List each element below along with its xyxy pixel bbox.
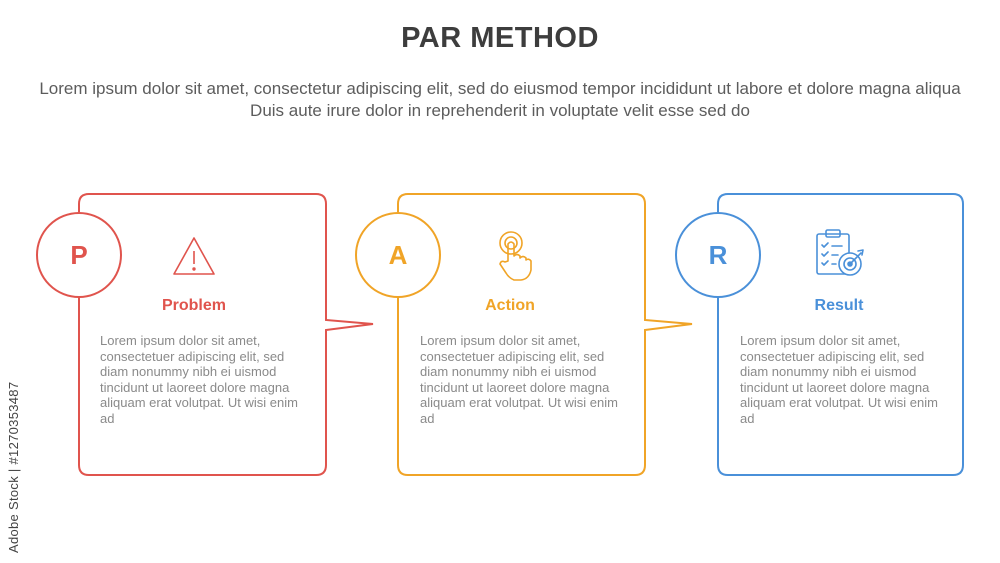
step-body-action: Lorem ipsum dolor sit amet, consectetuer adipiscing elit, sed diam nonummy nibh ei uismod tincidunt ut laoreet dolore magna aliquam erat volutpat. Ut wisi enim ad — [420, 333, 618, 426]
clipboard-target-icon — [817, 230, 863, 275]
page-title: PAR METHOD — [401, 22, 599, 54]
step-body-problem: Lorem ipsum dolor sit amet, consectetuer adipiscing elit, sed diam nonummy nibh ei uismod tincidunt ut laoreet dolore magna aliquam erat volutpat. Ut wisi enim ad — [100, 333, 298, 426]
step-title-result: Result — [814, 297, 864, 314]
step-title-action: Action — [485, 297, 535, 314]
stock-credit: Adobe Stock | #1270353487 — [6, 381, 21, 553]
tap-finger-icon — [500, 232, 531, 280]
step-letter-result: R — [708, 240, 728, 270]
warning-triangle-icon — [174, 238, 214, 274]
step-title-problem: Problem — [161, 297, 226, 314]
step-letter-action: A — [388, 240, 408, 270]
step-body-result: Lorem ipsum dolor sit amet, consectetuer adipiscing elit, sed diam nonummy nibh ei uismod tincidunt ut laoreet dolore magna aliquam erat volutpat. Ut wisi enim ad — [740, 333, 938, 426]
page-subtitle: Lorem ipsum dolor sit amet, consectetur adipiscing elit, sed do eiusmod tempor incididunt ut labore et dolore magna aliqua Duis aute irure dolor in reprehenderit in voluptate velit esse sed do — [39, 79, 961, 120]
step-letter-problem: P — [70, 240, 88, 270]
